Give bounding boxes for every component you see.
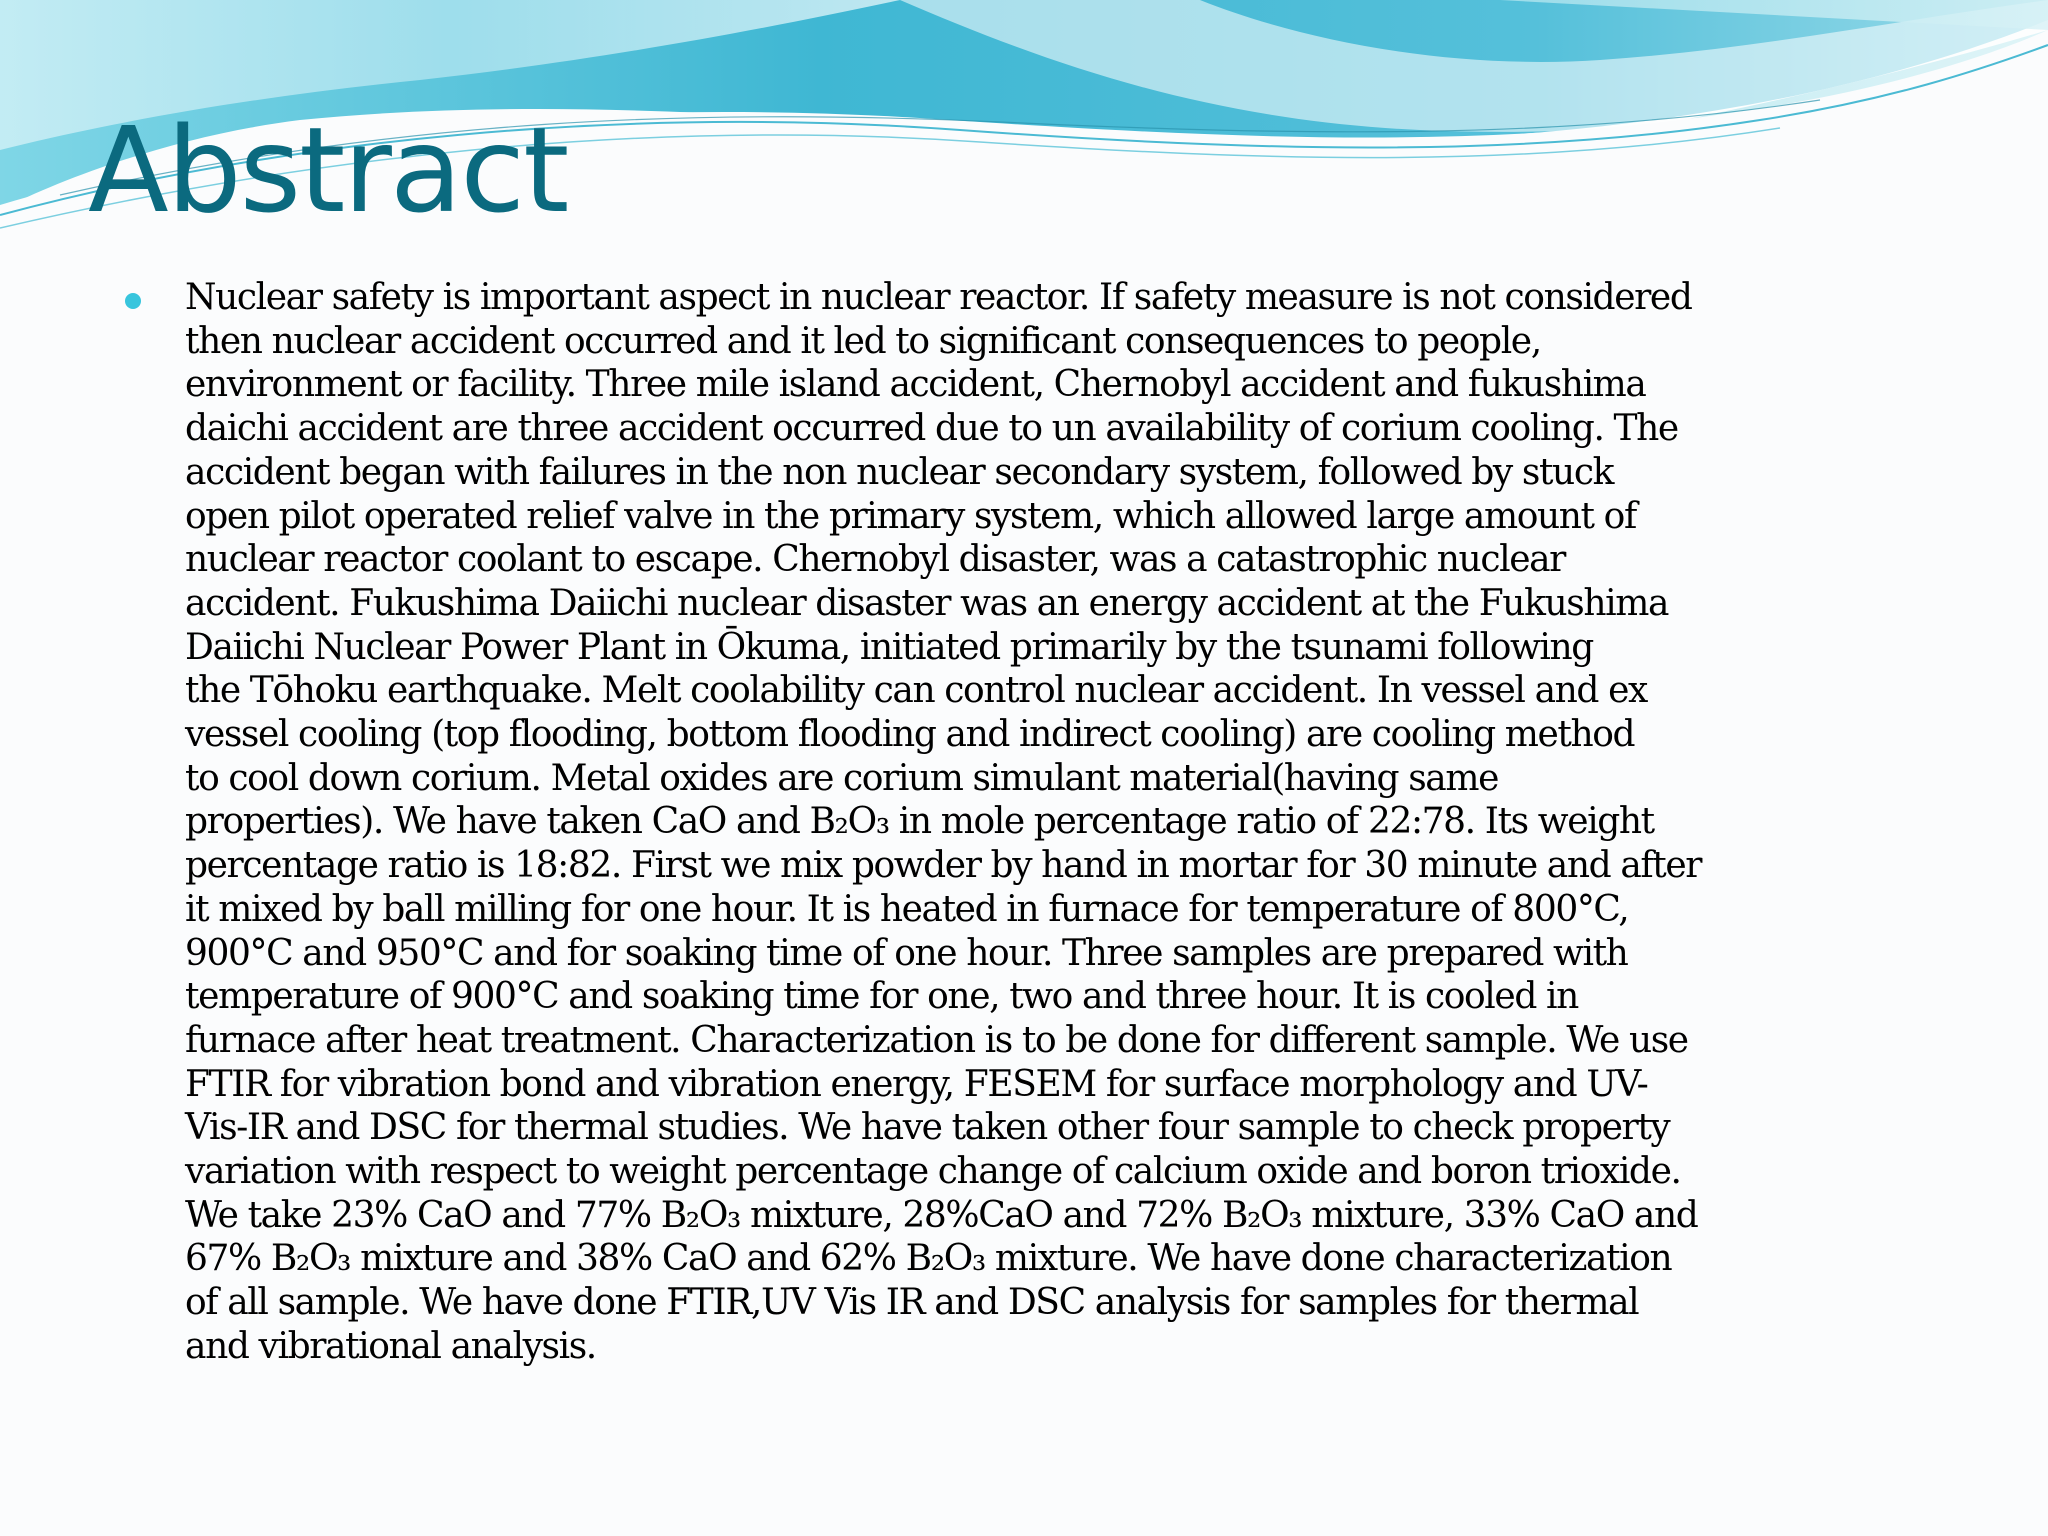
abstract-line: Nuclear safety is important aspect in nuclear reactor. If safety measure is not considered	[185, 277, 1692, 318]
abstract-line: We take 23% CaO and 77% B₂O₃ mixture, 28%CaO and 72% B₂O₃ mixture, 33% CaO and	[185, 1194, 1698, 1236]
abstract-line: environment or facility. Three mile island accident, Chernobyl accident and fukushima	[185, 364, 1646, 406]
abstract-line: Daiichi Nuclear Power Plant in Ōkuma, initiated primarily by the tsunami following	[185, 626, 1593, 668]
bullet-item-abstract	[125, 276, 2005, 1369]
abstract-line: then nuclear accident occurred and it led to significant consequences to people,	[185, 320, 1541, 362]
bullet-list	[125, 276, 2005, 1369]
abstract-paragraph	[185, 276, 2005, 1369]
abstract-line: it mixed by ball milling for one hour. It is heated in furnace for temperature of 800°C,	[185, 888, 1629, 930]
abstract-line: and vibrational analysis.	[185, 1325, 596, 1367]
abstract-line: percentage ratio is 18:82. First we mix powder by hand in mortar for 30 minute and after	[185, 845, 1702, 887]
abstract-line: open pilot operated relief valve in the primary system, which allowed large amount of	[185, 495, 1636, 537]
abstract-line: variation with respect to weight percentage change of calcium oxide and boron trioxide.	[185, 1151, 1681, 1193]
abstract-line: 900°C and 950°C and for soaking time of one hour. Three samples are prepared with	[185, 932, 1628, 974]
abstract-line: Vis-IR and DSC for thermal studies. We have taken other four sample to check property	[185, 1107, 1670, 1149]
abstract-line: daichi accident are three accident occurred due to un availability of corium cooling. The	[185, 408, 1678, 450]
slide-title: Abstract	[88, 101, 568, 239]
abstract-line: 67% B₂O₃ mixture and 38% CaO and 62% B₂O₃ mixture. We have done characterization	[185, 1238, 1672, 1280]
abstract-line: properties). We have taken CaO and B₂O₃ in mole percentage ratio of 22:78. Its weight	[185, 801, 1654, 843]
abstract-line: vessel cooling (top flooding, bottom flooding and indirect cooling) are cooling method	[185, 714, 1635, 756]
abstract-line: the Tōhoku earthquake. Melt coolability can control nuclear accident. In vessel and ex	[185, 670, 1647, 712]
abstract-line: temperature of 900°C and soaking time for one, two and three hour. It is cooled in	[185, 976, 1578, 1018]
abstract-line: furnace after heat treatment. Characterization is to be done for different sample. We use	[185, 1019, 1688, 1061]
abstract-line: nuclear reactor coolant to escape. Chernobyl disaster, was a catastrophic nuclear	[185, 539, 1565, 581]
bullet-dot-icon	[125, 293, 141, 309]
abstract-line: of all sample. We have done FTIR,UV Vis IR and DSC analysis for samples for thermal	[185, 1282, 1639, 1324]
abstract-line: to cool down corium. Metal oxides are corium simulant material(having same	[185, 757, 1498, 799]
abstract-line: accident began with failures in the non nuclear secondary system, followed by stuck	[185, 451, 1614, 493]
abstract-line: accident. Fukushima Daiichi nuclear disaster was an energy accident at the Fukushima	[185, 582, 1669, 624]
abstract-line: FTIR for vibration bond and vibration energy, FESEM for surface morphology and UV-	[185, 1063, 1648, 1105]
